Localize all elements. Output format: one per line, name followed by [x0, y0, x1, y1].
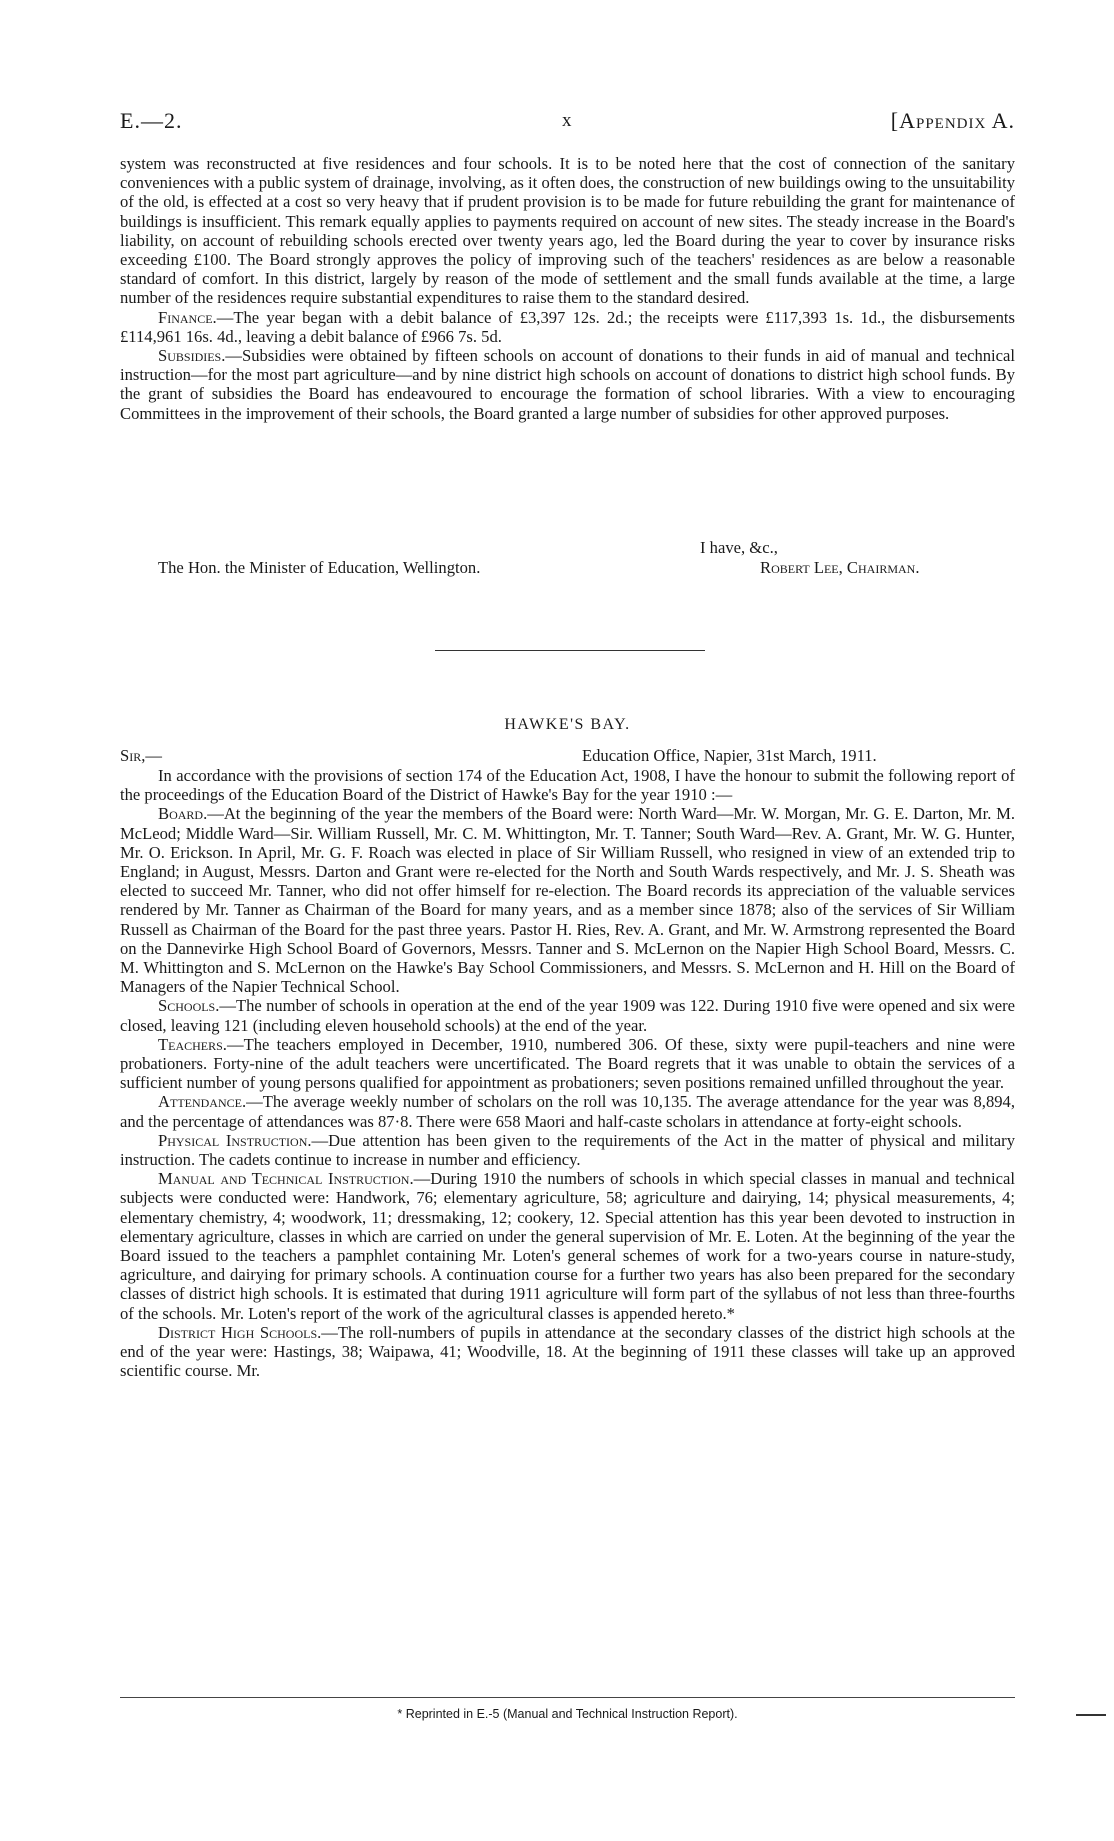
closing-line	[120, 538, 1015, 558]
board-heading: Board.	[158, 804, 208, 824]
physical-text: —Due attention has been given to the requirements of the Act in the matter of physical and military instruction. The cadets continue to increase in number and efficiency.	[120, 1130, 1015, 1170]
subsidies-heading: Subsidies.	[158, 346, 226, 366]
finance-text: —The year began with a debit balance of £3,397 12s. 2d.; the receipts were £117,393 1s. 1d., the disbursements £114,961 16s. 4d., leaving a debit balance of £966 7s. 5d.	[120, 307, 1015, 346]
intro-paragraph: In accordance with the provisions of section 174 of the Education Act, 1908, I have the honour to submit the following report of the proceedings of the Education Board of the District of Hawke's Bay for the year 1910 :—	[120, 766, 1015, 805]
board-paragraph	[120, 804, 1015, 996]
margin-mark	[1076, 1714, 1106, 1716]
manual-paragraph	[120, 1169, 1015, 1323]
manual-text: —During 1910 the numbers of schools in which special classes in manual and technical subjects were conducted were: Handwork, 76; elementary agriculture, 58; agriculture and dairying, 14; physical measurements, 4; elementary chemistry, 4; woodwork, 11; dressmaking, 12; cookery, 12. Special attention has this year been devoted to instruction in elementary agriculture, classes in which are carried on under the general supervision of Mr. E. Loten. At the beginning of the year the Board issued to the teachers a pamphlet containing Mr. Loten's general schemes of work for a two-years course in nature-study, agriculture, and dairying for primary schools. A continuation course for a further two years has also been prepared for the secondary classes of district high schools. It is estimated that during 1911 agriculture will form part of the syllabus of not less than three-fourths of the schools. Mr. Loten's report of the work of the agricultural classes is appended hereto.*	[120, 1169, 1015, 1323]
attendance-text: —The average weekly number of scholars on the roll was 10,135. The average attendance for the year was 8,894, and the percentage of attendances was 87·8. There were 658 Maori and half-caste scholars in attendance at forty-eight schools.	[120, 1092, 1015, 1131]
teachers-text: —The teachers employed in December, 1910, numbered 306. Of these, sixty were pupil-teachers and nine were probationers. Forty-nine of the adult teachers were uncertificated. The Board regrets that it was unable to obtain the services of a sufficient number of young persons qualified for appointment as probationers; seven positions remained unfilled throughout the year.	[120, 1034, 1015, 1093]
header-right: [Appendix A.	[890, 108, 1015, 133]
header-page-number: x	[562, 110, 572, 131]
teachers-heading: Teachers.	[158, 1034, 227, 1054]
finance-paragraph	[120, 308, 1015, 346]
district-paragraph	[120, 1323, 1015, 1381]
physical-heading: Physical Instruction.	[158, 1130, 312, 1150]
footnote: * Reprinted in E.-5 (Manual and Technical Instruction Report).	[397, 1707, 738, 1721]
finance-heading: Finance.	[158, 307, 217, 327]
subsidies-text: —Subsidies were obtained by fifteen schools on account of donations to their funds in aid of manual and technical instruction—for the most part agriculture—and by nine district high schools on account of donations to district high school funds. By the grant of subsidies the Board has endeavoured to encourage the formation of school libraries. With a view to encouraging Committees in the improvement of their schools, the Board granted a large number of subsidies for other approved purposes.	[120, 346, 1015, 423]
page-header	[120, 108, 1015, 138]
schools-text: —The number of schools in operation at the end of the year 1909 was 122. During 1910 five were opened and six were closed, leaving 121 (including eleven household schools) at the end of the year.	[120, 996, 1015, 1035]
district-text: —The roll-numbers of pupils in attendance at the secondary classes of the district high schools at the end of the year were: Hastings, 38; Waipawa, 41; Woodville, 18. At the beginning of 1911 these classes will take up an approved scientific course. Mr.	[120, 1322, 1015, 1381]
physical-paragraph	[120, 1131, 1015, 1169]
continuation-paragraph: system was reconstructed at five residences and four schools. It is to be noted here that the cost of connection of the sanitary conveniences with a public system of drainage, involving, as it often does, the construction of new buildings owing to the unsuitability of the old, is effected at a cost so very heavy that if prudent provision is to be made for future rebuilding the grant for maintenance of buildings is insufficient. This remark equally applies to payments required on account of new sites. The steady increase in the Board's liability, on account of rebuilding schools erected over twenty years ago, led the Board during the year to cover by insurance risks exceeding £100. The Board strongly approves the policy of improving such of the teachers' residences as are below a reasonable standard of comfort. In this district, largely by reason of the mode of settlement and the small funds available at the time, a large number of the residences require substantial expenditures to raise them to the standard desired.	[120, 154, 1015, 308]
footnote-rule	[120, 1697, 1015, 1698]
salutation: Sir,—	[120, 746, 162, 765]
board-text: —At the beginning of the year the members of the Board were: North Ward—Mr. W. Morgan, Mr. G. E. Darton, Mr. M. McLeod; Middle Ward—Sir. William Russell, Mr. C. M. Whittington, Mr. T. Tanner; South Ward—Rev. A. Grant, Mr. W. G. Hunter, Mr. O. Erickson. In April, Mr. G. F. Roach was elected in place of Sir William Russell, who resigned in view of an extended trip to England; in August, Messrs. Darton and Grant were re-elected for the North and South Wards respectively, and Mr. J. S. Sheath was elected to succeed Mr. Tanner, who did not offer himself for re-election. The Board records its appreciation of the valuable services rendered by Mr. Tanner as Chairman of the Board for many years, and as a member since 1878; also of the services of Sir William Russell as Chairman of the Board for the past three years. Pastor H. Ries, Rev. A. Grant, and Mr. W. Armstrong represented the Board on the Dannevirke High School Board of Governors, Messrs. Tanner and S. McLernon on the Napier High School Board, Messrs. C. M. Whittington and S. McLernon on the Hawke's Bay School Commissioners, and Messrs. S. McLernon and H. Hill on the Board of Managers of the Napier Technical School.	[120, 804, 1015, 997]
district-heading: District High Schools.	[158, 1322, 322, 1342]
section-divider	[435, 650, 705, 651]
addressee: The Hon. the Minister of Education, Wellington.	[158, 558, 481, 577]
schools-heading: Schools.	[158, 996, 220, 1016]
schools-paragraph	[120, 996, 1015, 1034]
signature-line	[120, 558, 1015, 578]
hawkes-bay-report	[120, 766, 1015, 1381]
manual-heading: Manual and Technical Instruction.	[158, 1169, 414, 1189]
teachers-paragraph	[120, 1035, 1015, 1093]
signatory: Robert Lee, Chairman.	[760, 558, 920, 577]
subsidies-paragraph	[120, 346, 1015, 423]
attendance-heading: Attendance.	[158, 1092, 247, 1112]
address-date: Education Office, Napier, 31st March, 1911.	[582, 746, 877, 765]
attendance-paragraph	[120, 1092, 1015, 1130]
closing: I have, &c.,	[700, 538, 778, 557]
top-section	[120, 154, 1015, 423]
header-left: E.—2.	[120, 108, 183, 133]
section-title: HAWKE'S BAY.	[504, 716, 631, 733]
salutation-line	[120, 746, 1015, 766]
